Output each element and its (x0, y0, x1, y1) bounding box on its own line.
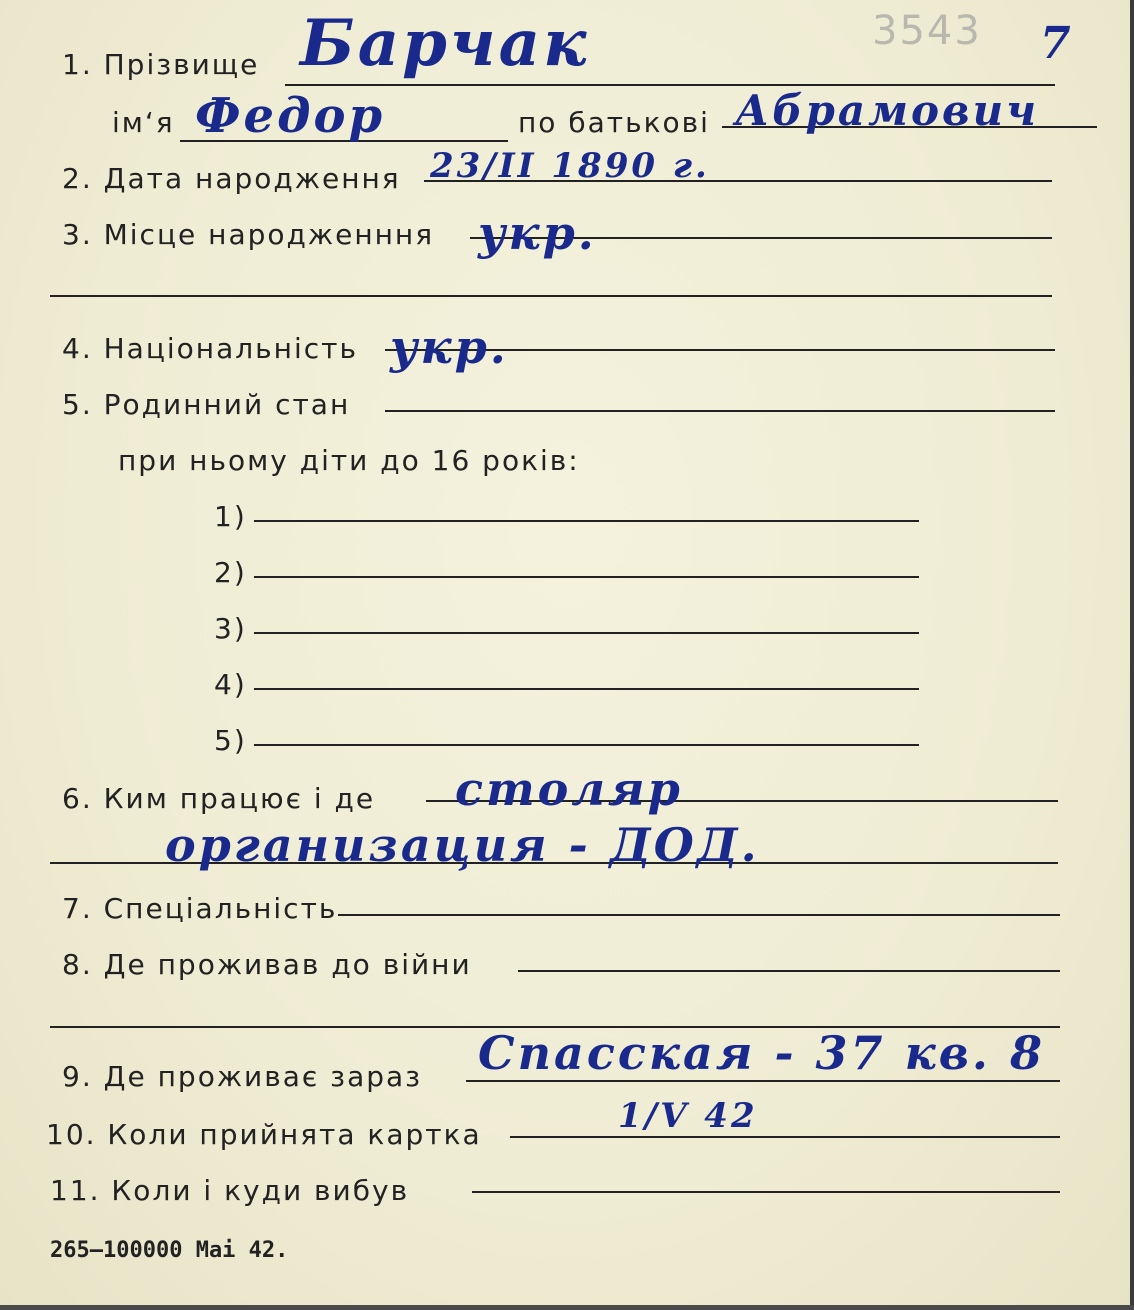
prewar-residence-label: 8. Де проживав до війни (62, 948, 472, 981)
specialty-label: 7. Спеціальність (62, 892, 338, 925)
name-label: ім‘я (112, 106, 175, 139)
departed-label: 11. Коли і куди вибув (50, 1174, 410, 1207)
current-residence-line (466, 1080, 1060, 1082)
birthdate-value: 23/II 1890 г. (430, 146, 710, 186)
card-accepted-line (510, 1136, 1060, 1138)
child-2-label: 2) (214, 556, 247, 589)
child-2-line (254, 576, 919, 578)
specialty-line (338, 914, 1060, 916)
surname-mark: 7 (1040, 18, 1074, 69)
nationality-value: укр. (390, 320, 509, 374)
family-status-line (385, 410, 1055, 412)
birthdate-label: 2. Дата народження (62, 162, 401, 195)
current-residence-label: 9. Де проживає зараз (62, 1060, 423, 1093)
family-status-label: 5. Родинний стан (62, 388, 351, 421)
child-5-line (254, 744, 919, 746)
birthplace-label: 3. Місце народженння (62, 218, 435, 251)
child-1-label: 1) (214, 500, 247, 533)
nationality-label: 4. Національність (62, 332, 358, 365)
current-residence-value: Спасская - 37 кв. 8 (478, 1026, 1045, 1080)
name-value: Федор (195, 88, 386, 144)
work-value-2: организация - ДОД. (165, 818, 760, 872)
child-3-label: 3) (214, 612, 247, 645)
surname-value: Барчак (300, 6, 590, 81)
child-1-line (254, 520, 919, 522)
birthplace-line-2 (50, 295, 1052, 297)
card-edge-right (1130, 0, 1134, 1310)
work-label: 6. Ким працює і де (62, 782, 376, 815)
patronymic-value: Абрамович (735, 86, 1040, 135)
patronymic-label: по батькові (518, 106, 710, 139)
child-4-line (254, 688, 919, 690)
archive-number: 3543 (872, 8, 982, 54)
prewar-residence-line (518, 970, 1060, 972)
card-accepted-value: 1/V 42 (618, 1096, 758, 1136)
birthplace-value: укр. (478, 206, 597, 260)
surname-label: 1. Прізвище (62, 48, 260, 81)
work-value: столяр (455, 762, 683, 816)
child-3-line (254, 632, 919, 634)
print-run-footer: 265—100000 Mai 42. (50, 1238, 289, 1263)
children-label: при ньому діти до 16 років: (118, 444, 580, 477)
child-4-label: 4) (214, 668, 247, 701)
card-edge-bottom (0, 1305, 1134, 1310)
departed-line (472, 1191, 1060, 1193)
child-5-label: 5) (214, 724, 247, 757)
card-accepted-label: 10. Коли прийнята картка (46, 1118, 482, 1151)
